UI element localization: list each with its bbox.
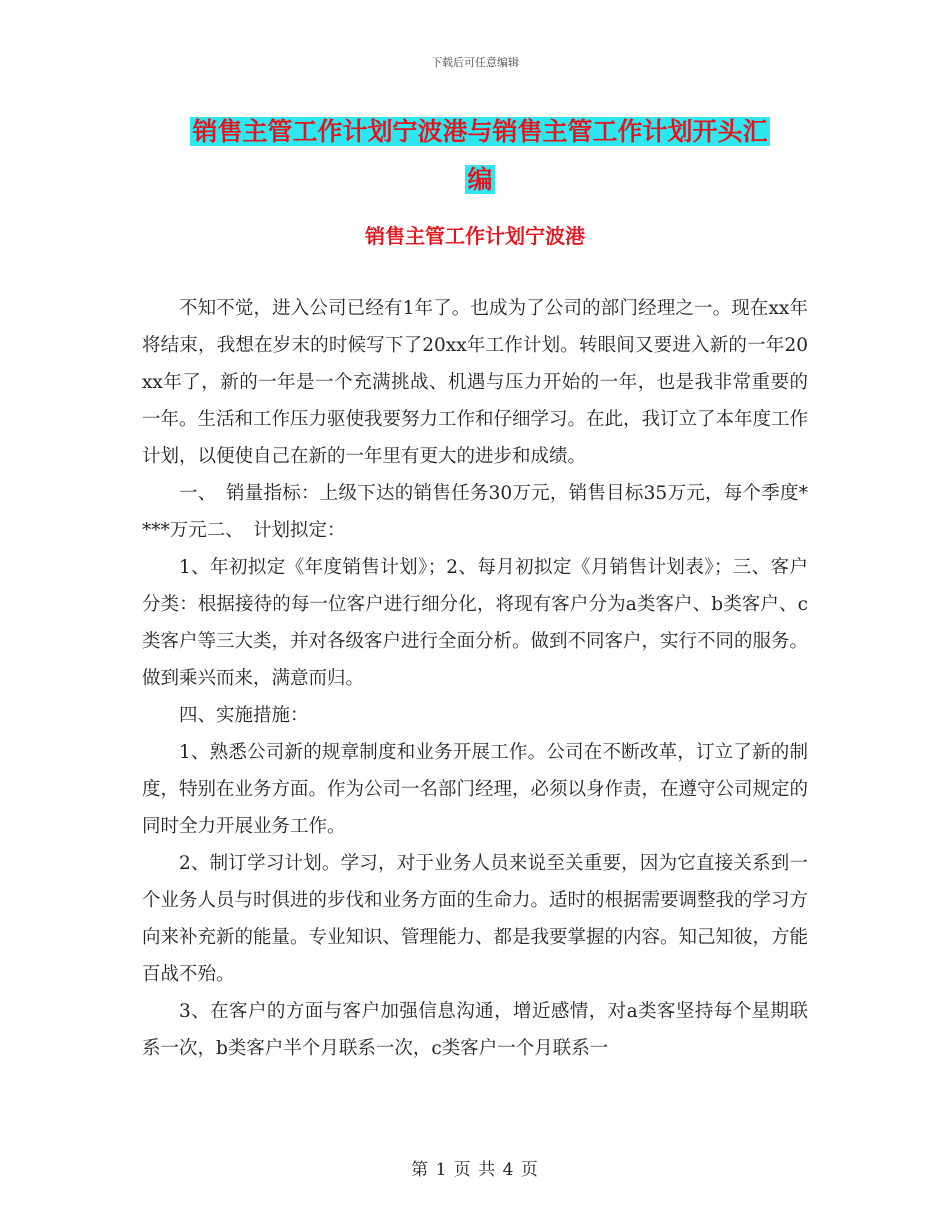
paragraph: 一、 销量指标：上级下达的销售任务30万元，销售目标35万元，每个季度****万元二、 计划拟定：	[142, 483, 808, 541]
document-title	[140, 108, 820, 204]
paragraph: 2、制订学习计划。学习，对于业务人员来说至关重要，因为它直接关系到一个业务人员与时俱进的步伐和业务方面的生命力。适时的根据需要调整我的学习方向来补充新的能量。专业知识、管理能力、都是我要掌握的内容。知己知彼，方能百战不殆。	[142, 853, 809, 985]
page-footer: 第 1 页 共 4 页	[411, 1160, 539, 1180]
paragraph: 不知不觉，进入公司已经有1年了。也成为了公司的部门经理之一。现在xx年将结束，我想在岁末的时候写下了20xx年工作计划。转眼间又要进入新的一年20xx年了，新的一年是一个充满挑战、机遇与压力开始的一年，也是我非常重要的一年。生活和工作压力驱使我要努力工作和仔细学习。在此，我订立了本年度工作计划，以便使自己在新的一年里有更大的进步和成绩。	[142, 298, 809, 467]
paragraph: 四、实施措施：	[179, 705, 309, 726]
paragraph: 3、在客户的方面与客户加强信息沟通，增近感情，对a类客坚持每个星期联系一次，b类客户半个月联系一次，c类客户一个月联系一	[142, 1001, 808, 1059]
paragraph: 1、年初拟定《年度销售计划》；2、每月初拟定《月销售计划表》；三、客户分类：根据接待的每一位客户进行细分化，将现有客户分为a类客户、b类客户、c类客户等三大类，并对各级客户进行全面分析。做到不同客户，实行不同的服务。做到乘兴而来，满意而归。	[142, 557, 809, 689]
section-subtitle: 销售主管工作计划宁波港	[365, 224, 585, 248]
header-note: 下载后可任意编辑	[431, 56, 519, 69]
document-title-line1: 销售主管工作计划宁波港与销售主管工作计划开头汇	[192, 117, 768, 146]
document-title-line2: 编	[467, 165, 493, 194]
document-body	[142, 290, 808, 1067]
paragraph: 1、熟悉公司新的规章制度和业务开展工作。公司在不断改革，订立了新的制度，特别在业务方面。作为公司一名部门经理，必须以身作责，在遵守公司规定的同时全力开展业务工作。	[142, 742, 809, 837]
